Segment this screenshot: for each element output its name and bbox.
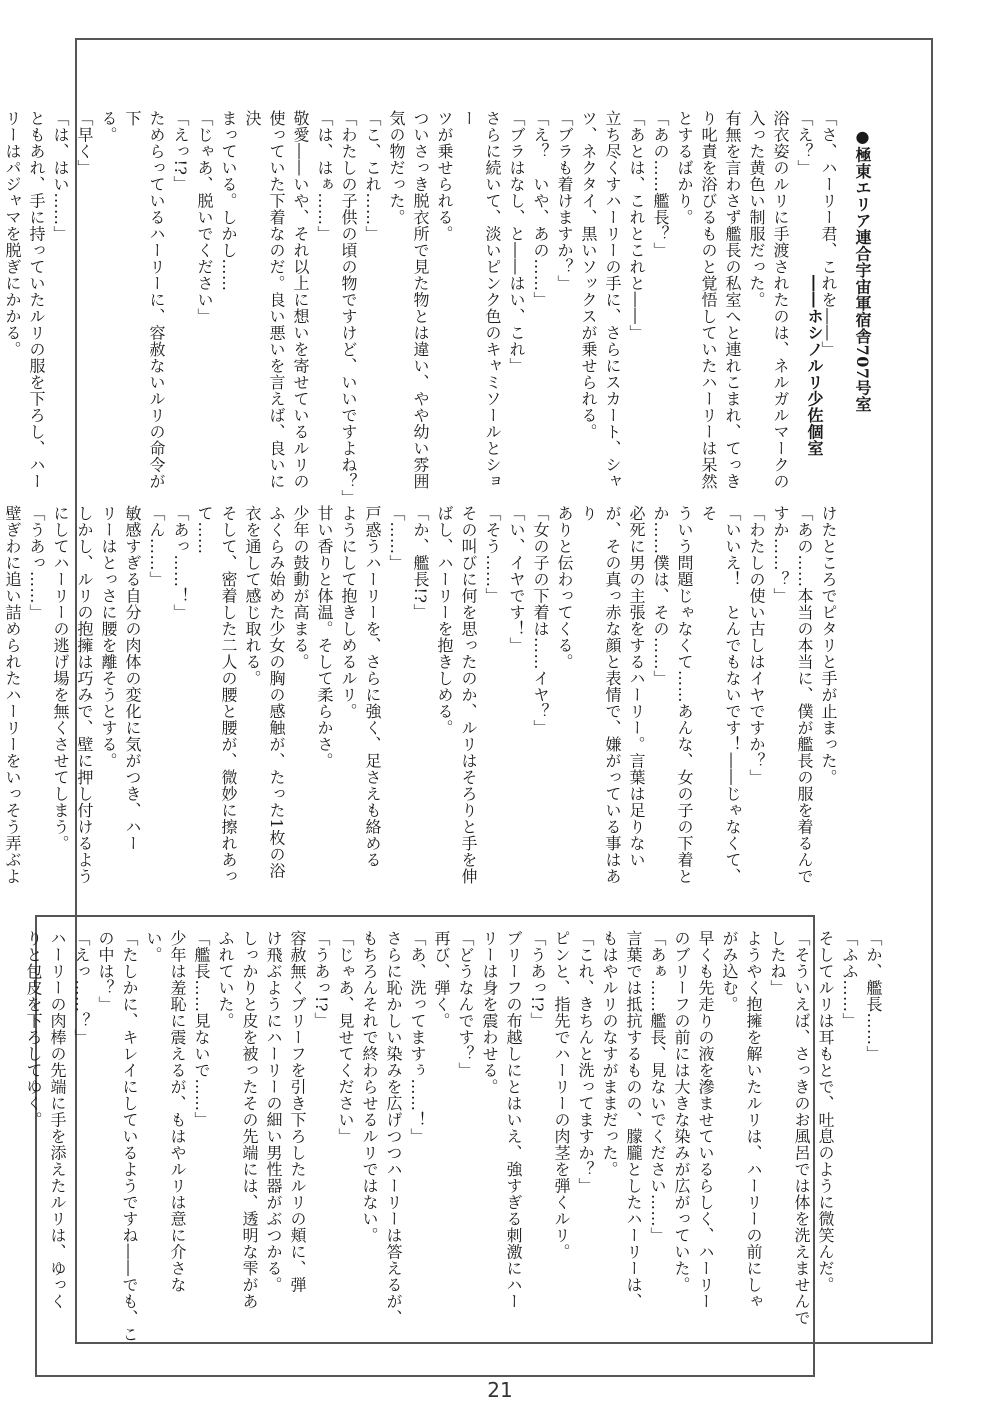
text-line: る。 [99, 110, 118, 143]
text-line: 「えっ……？」 [72, 930, 91, 1046]
text-line: 必死に男の主張をするハーリー。言葉は足りない [627, 505, 646, 868]
text-line: ブリーフの布越しにとはいえ、強すぎる刺激にハー [504, 930, 523, 1310]
text-line: その叫びに何を思ったのか、ルリはそろりと手を伸 [459, 505, 478, 885]
text-line: したね」 [768, 930, 787, 996]
text-line: 「艦長……見ないで……」 [192, 930, 211, 1128]
text-line: まっている。しかし…… [219, 110, 238, 292]
text-line: 「は、はい……」 [51, 110, 70, 242]
text-line: 少年は羞恥に震えるが、もはやルリは意に介さな [168, 930, 187, 1293]
text-line: 「い、イヤです！」 [507, 505, 526, 654]
text-line: 「……」 [387, 505, 406, 571]
text-line: リーはパジャマを脱ぎにかかる。 [3, 110, 22, 358]
text-line: 「うあっ!?」 [528, 930, 547, 1029]
text-line: ようやく抱擁を解いたルリは、ハーリーの前にしゃ [744, 930, 763, 1310]
text-line: 「あぁ……艦長、見ないでください……」 [648, 930, 667, 1244]
text-line: 敬愛――いや、それ以上に想いを寄せているルリの [291, 110, 310, 490]
text-line: か……僕は、その……」 [651, 505, 670, 687]
text-line: 「え？」 [795, 110, 814, 176]
text-line: 衣を通して感じ取れる。 [243, 505, 262, 687]
text-line: ありと伝わってくる。 [555, 505, 574, 670]
text-line: ういう問題じゃなくて……あんな、女の子の下着と [675, 505, 694, 885]
text-line: 立ち尽くすハーリーの手に、さらにスカート、シャ [603, 110, 622, 490]
text-line: 「か、艦長……」 [864, 930, 883, 1062]
text-line: 「じゃあ、脱いでください」 [195, 110, 214, 325]
text-line: ピンと、指先でハーリーの肉茎を弾くルリ。 [552, 930, 571, 1260]
text-line: 「こ、これ……」 [363, 110, 382, 242]
text-line: の中は？」 [96, 930, 115, 1013]
text-line: 「は、はぁ……」 [315, 110, 334, 242]
text-line: 気の物だった。 [387, 110, 406, 226]
text-line: 「早く」 [75, 110, 94, 176]
text-line: もはやルリのなすがままだった。 [600, 930, 619, 1178]
text-line: にしてハーリーの逃げ場を無くさせてしまう。 [51, 505, 70, 852]
text-line: けたところでピタリと手が止まった。 [819, 505, 838, 786]
text-column-top-right [3, 110, 840, 506]
text-line: 「これ、きちんと洗ってますか？」 [576, 930, 595, 1194]
text-line: 容赦無くブリーフを引き下ろしたルリの頬に、弾 [288, 930, 307, 1293]
text-line: ハーリーの肉棒の先端に手を添えたルリは、ゆっく [48, 930, 67, 1310]
text-line: 「どうなんです？」 [456, 930, 475, 1079]
text-line: 戸惑うハーリーを、さらに強く、足さえも絡める [363, 505, 382, 868]
text-line: 再び、弾く。 [432, 930, 451, 1029]
text-line: が、その真っ赤な顔と表情で、嫌がっている事はあり [579, 505, 622, 885]
text-line: もちろんそれで終わらせるルリではない。 [360, 930, 379, 1244]
text-line: ためらっているハーリーに、容赦ないルリの命令が下 [123, 110, 166, 490]
text-line: 「あの……艦長？」 [651, 110, 670, 259]
text-line: 「えっ!?」 [171, 110, 190, 193]
text-line: 「さ、ハーリー君、これを――」 [819, 110, 838, 358]
text-line: しかし、ルリの抱擁は巧みで、壁に押し付けるよう [75, 505, 94, 885]
text-line: ようにして抱きしめるルリ。 [339, 505, 358, 720]
text-line: がみ込む。 [720, 930, 739, 1013]
text-line: 「ブラはなし、と――はい、これ」 [507, 110, 526, 374]
text-line: ツ、ネクタイ、黒いソックスが乗せられる。 [579, 110, 598, 440]
text-line: け飛ぶようにハーリーの細い男性器がぶつかる。 [264, 930, 283, 1293]
heading-room: ――ホシノルリ少佐個室 [805, 275, 824, 457]
text-line: 「たしかに、キレイにしているようですね――でも、こ [120, 930, 139, 1343]
text-line: ついさっき脱衣所で見た物とは違い、やや幼い雰囲 [411, 110, 430, 490]
text-column-top-left [3, 505, 840, 900]
text-line: 「いいえ！ とんでもないです！――じゃなくて、そ [699, 505, 742, 885]
page-number: 21 [487, 1378, 513, 1402]
text-line: 有無を言わさず艦長の私室へと連れこまれ、てっき [723, 110, 742, 490]
text-line: 入った黄色い制服だった。 [747, 110, 766, 308]
text-line: りと包皮を下ろしてゆく。 [24, 930, 43, 1128]
text-line: 壁ぎわに追い詰められたハーリーをいっそう弄ぶよ [3, 505, 22, 885]
text-line: 浴衣姿のルリに手渡されたのは、ネルガルマークの [771, 110, 790, 490]
text-line: い。 [144, 930, 163, 963]
text-line: すか……？」 [771, 505, 790, 604]
text-line: 「あの……本当の本当に、僕が艦長の服を着るんで [795, 505, 814, 885]
text-line: そして、密着した二人の腰と腰が、微妙に擦れあっ [219, 505, 238, 885]
text-line: さらに続いて、淡いピンク色のキャミソールとショー [459, 110, 502, 490]
text-line: 「うあっ……」 [27, 505, 46, 621]
text-line: 「わたしの子供の頃の物ですけど、いいですよね？」 [339, 110, 358, 506]
text-line: ふくらみ始めた少女の胸の感触が、たった1枚の浴 [267, 505, 286, 879]
text-line: そしてルリは耳もとで、吐息のように微笑んだ。 [816, 930, 835, 1293]
text-line: 「そういえば、さっきのお風呂では体を洗えませんで [792, 930, 811, 1326]
text-line: リーは身を震わせる。 [480, 930, 499, 1095]
text-line: ふれていた。 [216, 930, 235, 1029]
text-line: 敏感すぎる自分の肉体の変化に気がつき、ハー [123, 505, 142, 852]
text-line: とするばかり。 [675, 110, 694, 226]
text-line: て…… [195, 505, 214, 555]
text-line: 甘い香りと体温。そして柔らかさ。 [315, 505, 334, 769]
text-line: 「じゃあ、見せてください」 [336, 930, 355, 1145]
text-line: 「ふふ……」 [840, 930, 859, 1029]
text-line: 「そう……」 [483, 505, 502, 604]
text-line: 少年の鼓動が高まる。 [291, 505, 310, 670]
text-line: 「ブラも着けますか？」 [555, 110, 574, 292]
text-line: 使っていた下着なのだ。良い悪いを言えば、良いに決 [243, 110, 286, 490]
text-line: 「あとは、これとこれと――」 [627, 110, 646, 341]
text-line: 「え？ いや、あの……」 [531, 110, 550, 308]
text-line: 「あ、洗ってますぅ……！」 [408, 930, 427, 1145]
text-line: 「わたしの使い古しはイヤですか？」 [747, 505, 766, 786]
heading-location: ●極東エリア連合宇宙軍宿舎707号室 [853, 127, 872, 413]
text-line: 「あっ……！」 [171, 505, 190, 621]
text-line: ばし、ハーリーを抱きしめる。 [435, 505, 454, 736]
text-line: 「か、艦長!?」 [411, 505, 430, 621]
text-column-bottom [24, 930, 885, 1360]
text-line: ツが乗せられる。 [435, 110, 454, 242]
text-line: のブリーフの前には大きな染みが広がっていた。 [672, 930, 691, 1293]
text-line: 「女の子の下着は……イヤ？」 [531, 505, 550, 736]
text-line: り叱責を浴びるものと覚悟していたハーリーは呆然 [699, 110, 718, 490]
text-line: しっかりと皮を被ったその先端には、透明な雫があ [240, 930, 259, 1310]
text-line: 早くも先走りの液を滲ませているらしく、ハーリー [696, 930, 715, 1310]
text-line: リーはとっさに腰を離そうとする。 [99, 505, 118, 769]
text-line: 「うあっ!?」 [312, 930, 331, 1029]
text-line: さらに恥かしい染みを広げつつハーリーは答えるが、 [384, 930, 403, 1326]
text-line: ともあれ、手に持っていたルリの服を下ろし、ハー [27, 110, 46, 490]
text-line: 言葉では抵抗するものの、朦朧としたハーリーは、 [624, 930, 643, 1310]
text-line: 「ん……」 [147, 505, 166, 588]
